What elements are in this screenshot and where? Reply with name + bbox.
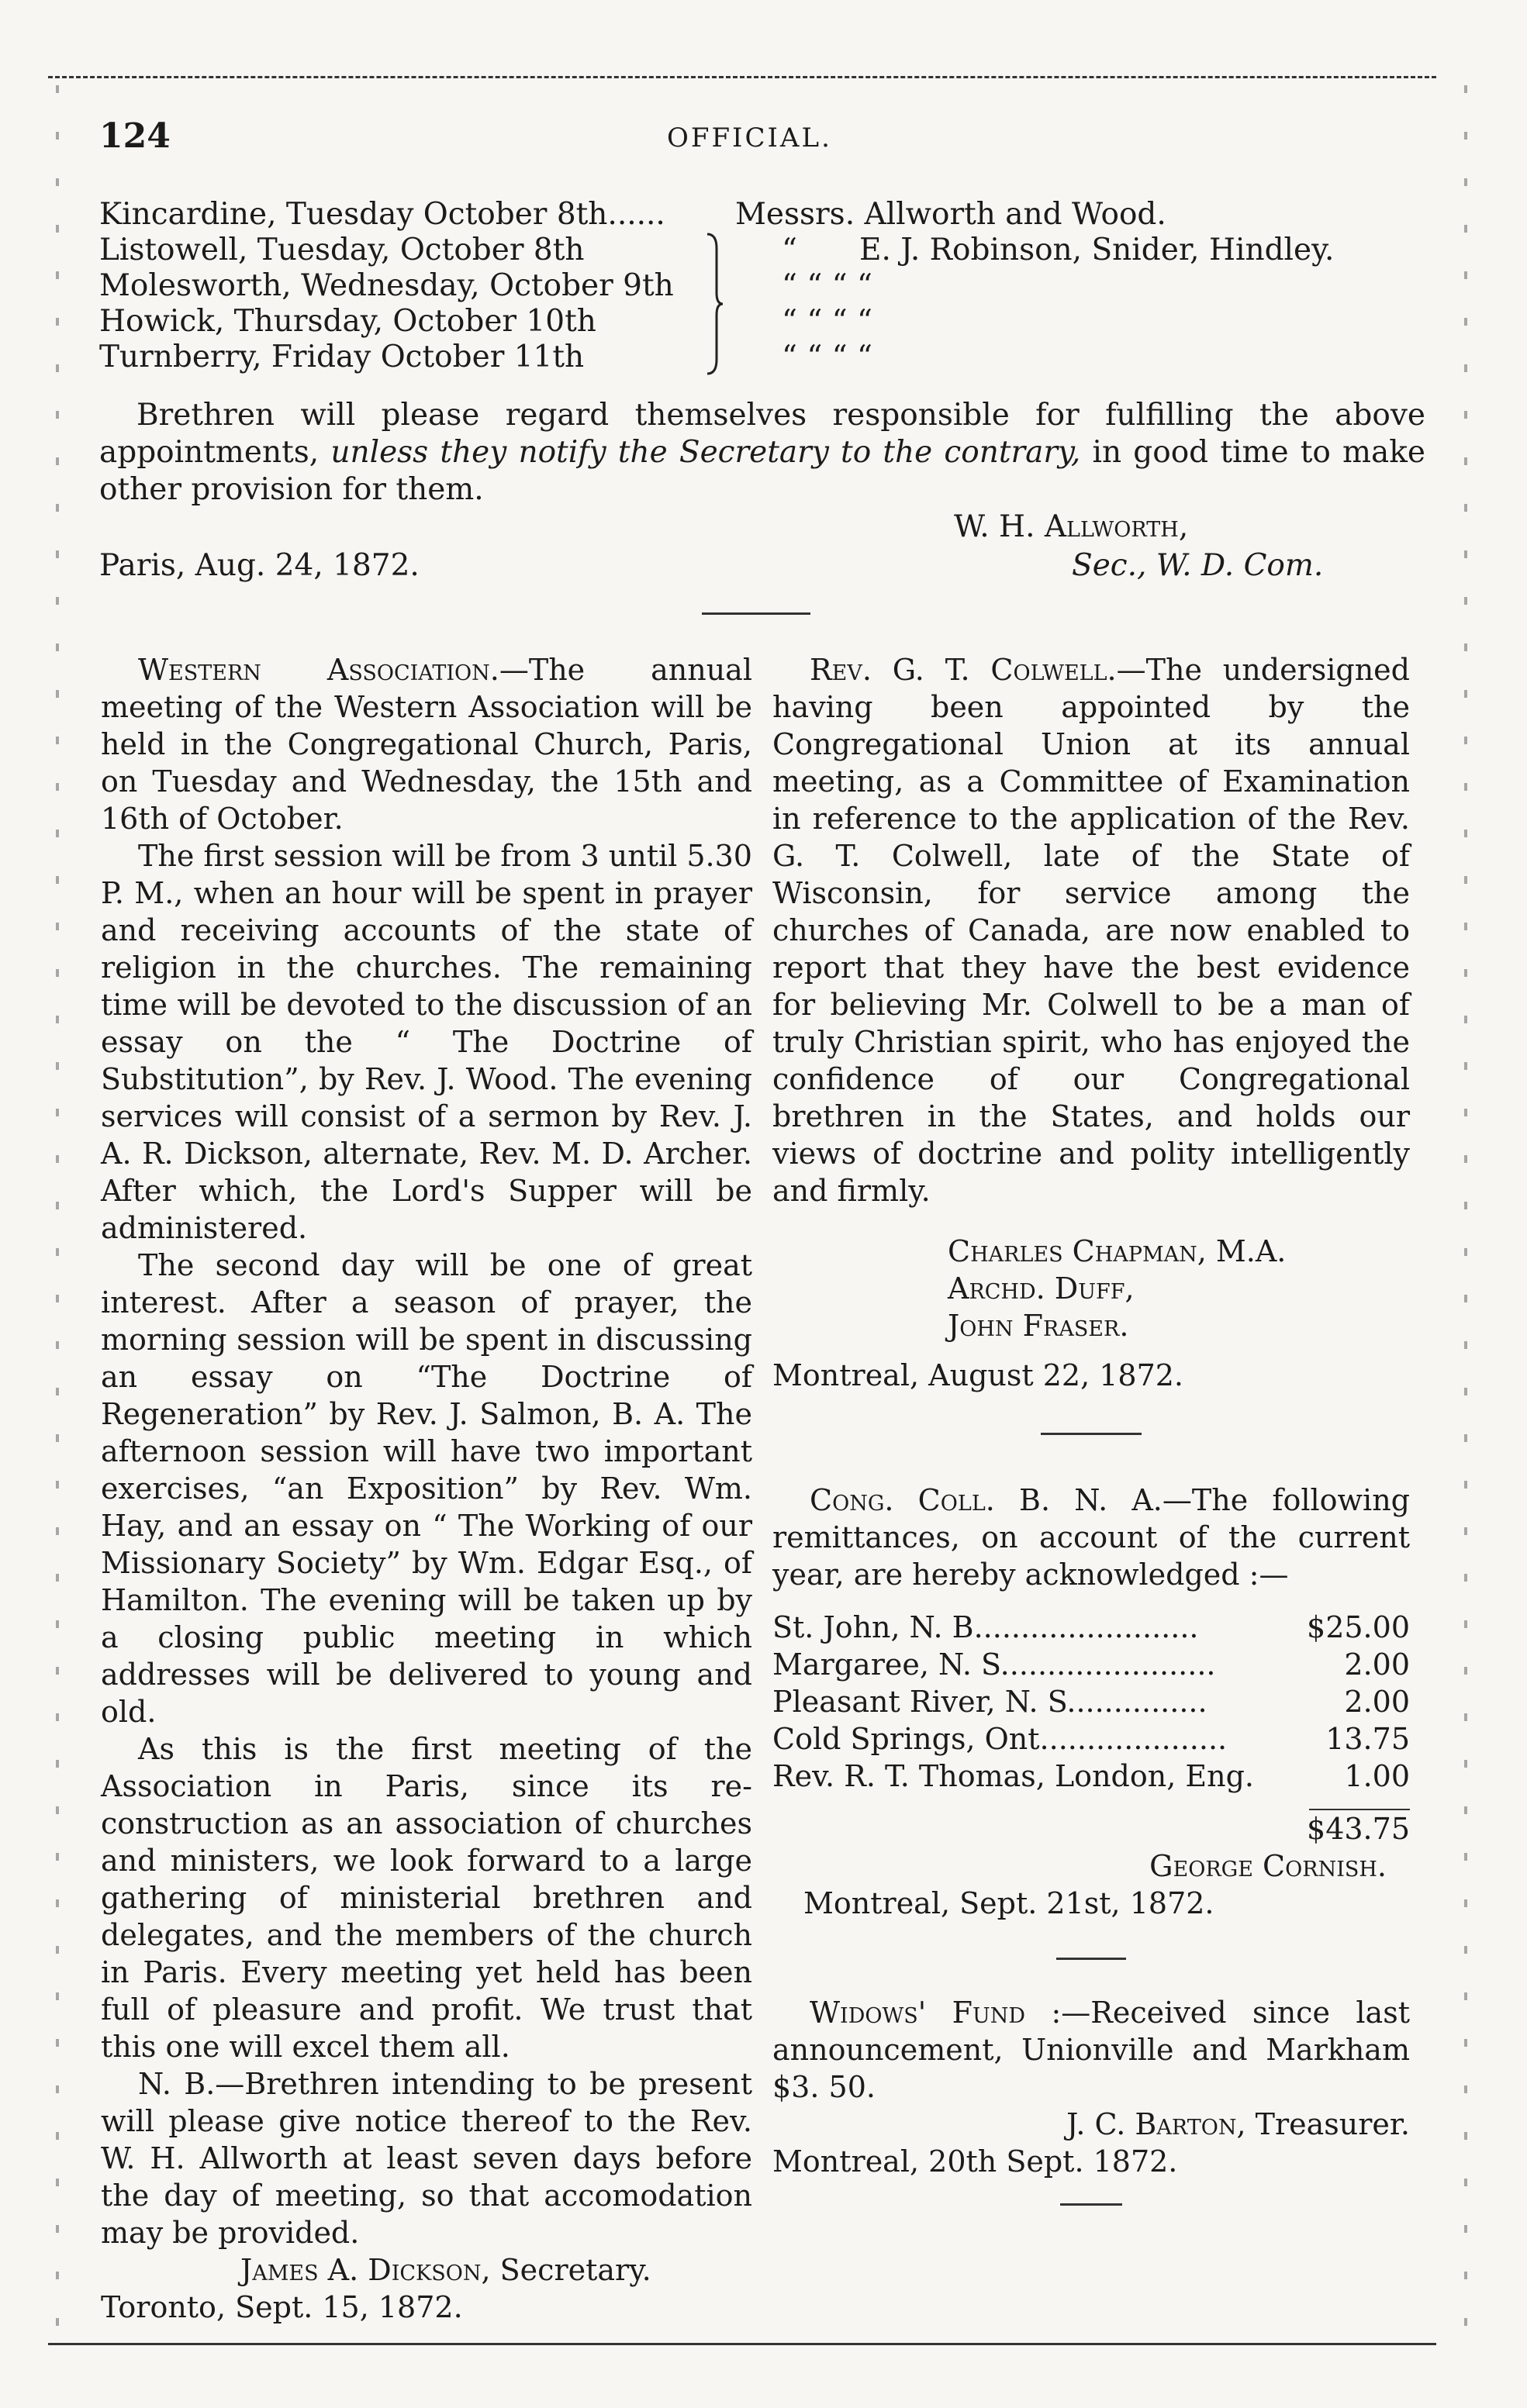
signer-fraser: John Fraser.	[948, 1309, 1129, 1343]
remittance-amount: $25.00	[1307, 1610, 1410, 1644]
colwell-heading: Rev. G. T. Colwell.	[810, 653, 1117, 687]
notice-emphasis: unless they notify the Secretary to the contrary,	[330, 435, 1081, 470]
remittance-amount: 13.75	[1325, 1722, 1410, 1756]
schedule-place: Molesworth, Wednesday, October 9th	[99, 268, 674, 303]
notice-place-date: Paris, Aug. 24, 1872.	[99, 548, 420, 583]
colwell-text: —The undersigned having been appointed by the Congregational Union at its annual meeting, as a Committee of Examination in reference to the application of the Rev. G. T. Colwell, late of the State of Wisconsin, for service among the churches of Canada, are now enabled to report that they have the best evidence for believing Mr. Colwell to be a man of truly Christian spirit, who has enjoyed the confidence of our Congregational brethren in the States, and holds our views of doctrine and polity intelligently and firmly.	[772, 653, 1410, 1208]
signer-duff: Archd. Duff,	[948, 1271, 1135, 1306]
section-divider	[702, 612, 810, 615]
first-meeting-paragraph: As this is the first meeting of the Association in Paris, since its re-construction as an association of churches and ministers, we look forward to a large gathering of ministerial brethren and delegates, and the members of the church in Paris. Every meeting yet held has been full of pleasure and profit. We trust that this one will excel them all.	[101, 1732, 752, 2064]
remittance-name: Pleasant River, N. S...............	[772, 1685, 1207, 1719]
college-text: —The following remittances, on account of the current year, are hereby acknowledged :—	[772, 1483, 1410, 1592]
section-divider	[1056, 1958, 1126, 1960]
nota-bene-paragraph: N. B.—Brethren intending to be present will please give notice thereof to the Rev. W. H. Allworth at least seven days before the day of meeting, so that accomodation may be provided.	[101, 2067, 752, 2250]
remittance-amount: 1.00	[1344, 1759, 1410, 1793]
schedule-row	[99, 194, 1425, 232]
section-divider	[1041, 1433, 1142, 1435]
left-signer: James A. Dickson,	[240, 2253, 491, 2287]
western-association-intro: —The annual meeting of the Western Association will be held in the Congregational Church, Paris, on Tuesday and Wednesday, the 15th and 16th of October.	[101, 653, 752, 836]
remittance-amount: 2.00	[1344, 1647, 1410, 1682]
college-date: Montreal, Sept. 21st, 1872.	[803, 1886, 1214, 1920]
schedule-place: Listowell, Tuesday, October 8th	[99, 233, 585, 267]
committee-signers	[772, 1233, 1410, 1344]
bottom-rule	[48, 2343, 1436, 2345]
notice-text-end: in good time to make other provision for them.	[99, 435, 1425, 507]
college-signer: George Cornish.	[1149, 1849, 1387, 1883]
signer-chapman: Charles Chapman, M.A.	[948, 1234, 1287, 1268]
remittance-table	[772, 1609, 1410, 1795]
schedule-ministers: “ “ “ “	[782, 304, 872, 339]
schedule-ministers: “ “ “ “	[782, 340, 872, 374]
remittance-name: St. John, N. B........................	[772, 1610, 1199, 1644]
remittance-total: $43.75	[1307, 1812, 1410, 1846]
appointment-schedule	[99, 194, 1425, 372]
table-row	[772, 1609, 1410, 1646]
colwell-date: Montreal, August 22, 1872.	[772, 1358, 1184, 1392]
schedule-place: Kincardine, Tuesday October 8th......	[99, 197, 665, 232]
schedule-ministers: “ “ “ “	[782, 268, 872, 303]
ditto-mark: “	[782, 233, 797, 267]
widows-signer: J. C. Barton,	[1066, 2107, 1246, 2141]
table-row	[772, 1683, 1410, 1720]
schedule-row	[99, 336, 1425, 372]
left-signer-role: Secretary.	[490, 2253, 651, 2287]
western-association-column	[101, 651, 752, 2326]
top-rule	[48, 76, 1436, 78]
page-number: 124	[99, 116, 171, 156]
table-row	[772, 1758, 1410, 1795]
schedule-ministers: E. J. Robinson, Snider, Hindley.	[859, 233, 1335, 267]
notice-text: Brethren will please regard themselves responsible for fulfilling the above appointments,	[99, 398, 1425, 470]
schedule-row	[99, 301, 1425, 339]
college-heading: Cong. Coll. B. N. A.	[810, 1483, 1163, 1517]
page-title: OFFICIAL.	[667, 122, 832, 154]
schedule-row	[99, 265, 1425, 301]
western-association-heading: Western Association.	[138, 653, 499, 687]
table-row	[772, 1720, 1410, 1758]
widows-date: Montreal, 20th Sept. 1872.	[772, 2144, 1178, 2179]
remittance-name: Rev. R. T. Thomas, London, Eng.	[772, 1759, 1254, 1793]
right-margin-marks	[1464, 85, 1467, 2334]
schedule-brace	[704, 233, 724, 375]
widows-fund-heading: Widows' Fund	[810, 1996, 1026, 2030]
right-column	[772, 651, 1410, 2206]
left-margin-marks	[56, 85, 59, 2334]
left-place-date: Toronto, Sept. 15, 1872.	[101, 2290, 463, 2324]
table-row	[772, 1646, 1410, 1683]
widows-signer-role: Treasurer.	[1245, 2107, 1410, 2141]
schedule-place: Howick, Thursday, October 10th	[99, 304, 596, 339]
first-session-paragraph: The first session will be from 3 until 5.30 P. M., when an hour will be spent in prayer and receiving accounts of the state of religion in the churches. The remaining time will be devoted to the discussion of an essay on the “ The Doctrine of Substitution”, by Rev. J. Wood. The evening services will consist of a sermon by Rev. J. A. R. Dickson, alternate, Rev. M. D. Archer. After which, the Lord's Supper will be administered.	[101, 839, 752, 1245]
notice-signer: W. H. Allworth,	[954, 509, 1189, 544]
responsibility-notice	[99, 397, 1425, 509]
schedule-ministers: Messrs. Allworth and Wood.	[735, 197, 1166, 232]
remittance-name: Margaree, N. S.......................	[772, 1647, 1216, 1682]
section-divider	[1060, 2203, 1122, 2206]
schedule-place: Turnberry, Friday October 11th	[99, 340, 585, 374]
notice-signer-title: Sec., W. D. Com.	[1072, 548, 1324, 583]
remittance-name: Cold Springs, Ont....................	[772, 1722, 1228, 1756]
second-day-paragraph: The second day will be one of great interest. After a season of prayer, the morning session will be spent in discussing an essay on “The Doctrine of Regeneration” by Rev. J. Salmon, B. A. The afternoon session will have two important exercises, “an Exposition” by Rev. Wm. Hay, and an essay on “ The Working of our Missionary Society” by Wm. Edgar Esq., of Hamilton. The evening will be taken up by a closing public meeting in which addresses will be delivered to young and old.	[101, 1248, 752, 1729]
widows-fund-text: :—Received since last announcement, Unionville and Markham $3. 50.	[772, 1996, 1410, 2104]
schedule-row	[99, 229, 1425, 265]
remittance-amount: 2.00	[1344, 1685, 1410, 1719]
